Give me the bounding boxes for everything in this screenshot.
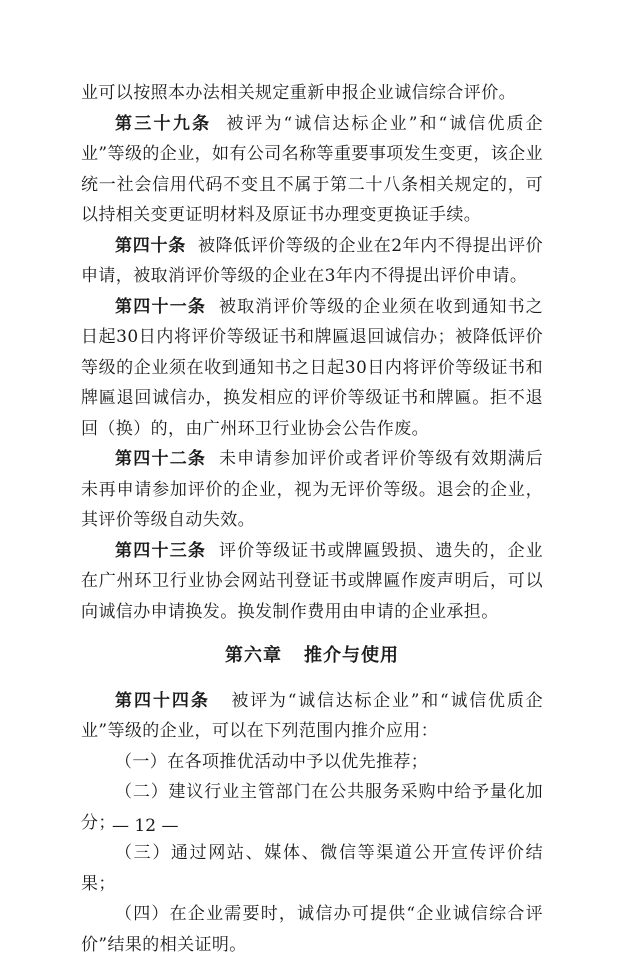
list-item-text: （二）建议行业主管部门在公共服务采购中给予量化加分； bbox=[81, 782, 543, 833]
list-item-text: （一）在各项推优活动中予以优先推荐； bbox=[115, 751, 429, 772]
article-title: 第四十条 bbox=[115, 235, 187, 256]
list-item bbox=[81, 747, 543, 778]
article-43 bbox=[81, 536, 543, 628]
chapter-number: 第六章 bbox=[225, 645, 282, 666]
article-text: 被取消评价等级的企业须在收到通知书之日起30日内将评价等级证书和牌匾退回诚信办；被降低评价等级的企业须在收到通知书之日起30日内将评价等级证书和牌匾退回诚信办，换发相应的评价等级证书和牌匾。拒不退回（换）的，由广州环卫行业协会公告作废。 bbox=[81, 296, 544, 439]
article-40 bbox=[81, 231, 543, 292]
article-text: 被降低评价等级的企业在2年内不得提出评价申请，被取消评价等级的企业在3年内不得提出评价申请。 bbox=[81, 235, 544, 286]
list-item-text: （四）在企业需要时，诚信办可提供“企业诚信综合评价”结果的相关证明。 bbox=[81, 904, 543, 955]
article-text: 被评为“诚信达标企业”和“诚信优质企业”等级的企业，可以在下列范围内推介应用： bbox=[81, 690, 543, 741]
article-title: 第四十一条 bbox=[115, 296, 207, 317]
chapter-title: 推介与使用 bbox=[304, 645, 399, 666]
paragraph-continuation bbox=[81, 78, 543, 109]
paragraph-text: 业可以按照本办法相关规定重新申报企业诚信综合评价。 bbox=[81, 83, 516, 103]
list-item-text: （三）通过网站、媒体、微信等渠道公开宣传评价结果； bbox=[81, 843, 543, 894]
chapter-heading bbox=[81, 641, 543, 672]
list-item bbox=[81, 838, 543, 899]
article-text: 未申请参加评价或者评价等级有效期满后未再申请参加评价的企业，视为无评价等级。退会的企业，其评价等级自动失效。 bbox=[81, 449, 544, 530]
list-item bbox=[81, 899, 543, 960]
article-text: 评价等级证书或牌匾毁损、遗失的，企业在广州环卫行业协会网站刊登证书或牌匾作废声明后，可以向诚信办申请换发。换发制作费用由申请的企业承担。 bbox=[81, 540, 544, 622]
article-41 bbox=[81, 292, 543, 445]
article-title: 第四十二条 bbox=[115, 449, 207, 469]
article-title: 第四十三条 bbox=[115, 540, 207, 561]
article-42 bbox=[81, 444, 543, 536]
article-text: 被评为“诚信达标企业”和“诚信优质企业”等级的企业，如有公司名称等重要事项发生变更，该企业统一社会信用代码不变且不属于第二十八条相关规定的，可以持相关变更证明材料及原证书办理变更换证手续。 bbox=[81, 113, 543, 225]
page-number-text: — 12 — bbox=[112, 816, 179, 836]
article-39 bbox=[81, 109, 543, 231]
article-title: 第四十四条 bbox=[115, 690, 210, 711]
article-44 bbox=[81, 686, 543, 747]
article-title: 第三十九条 bbox=[115, 113, 212, 134]
